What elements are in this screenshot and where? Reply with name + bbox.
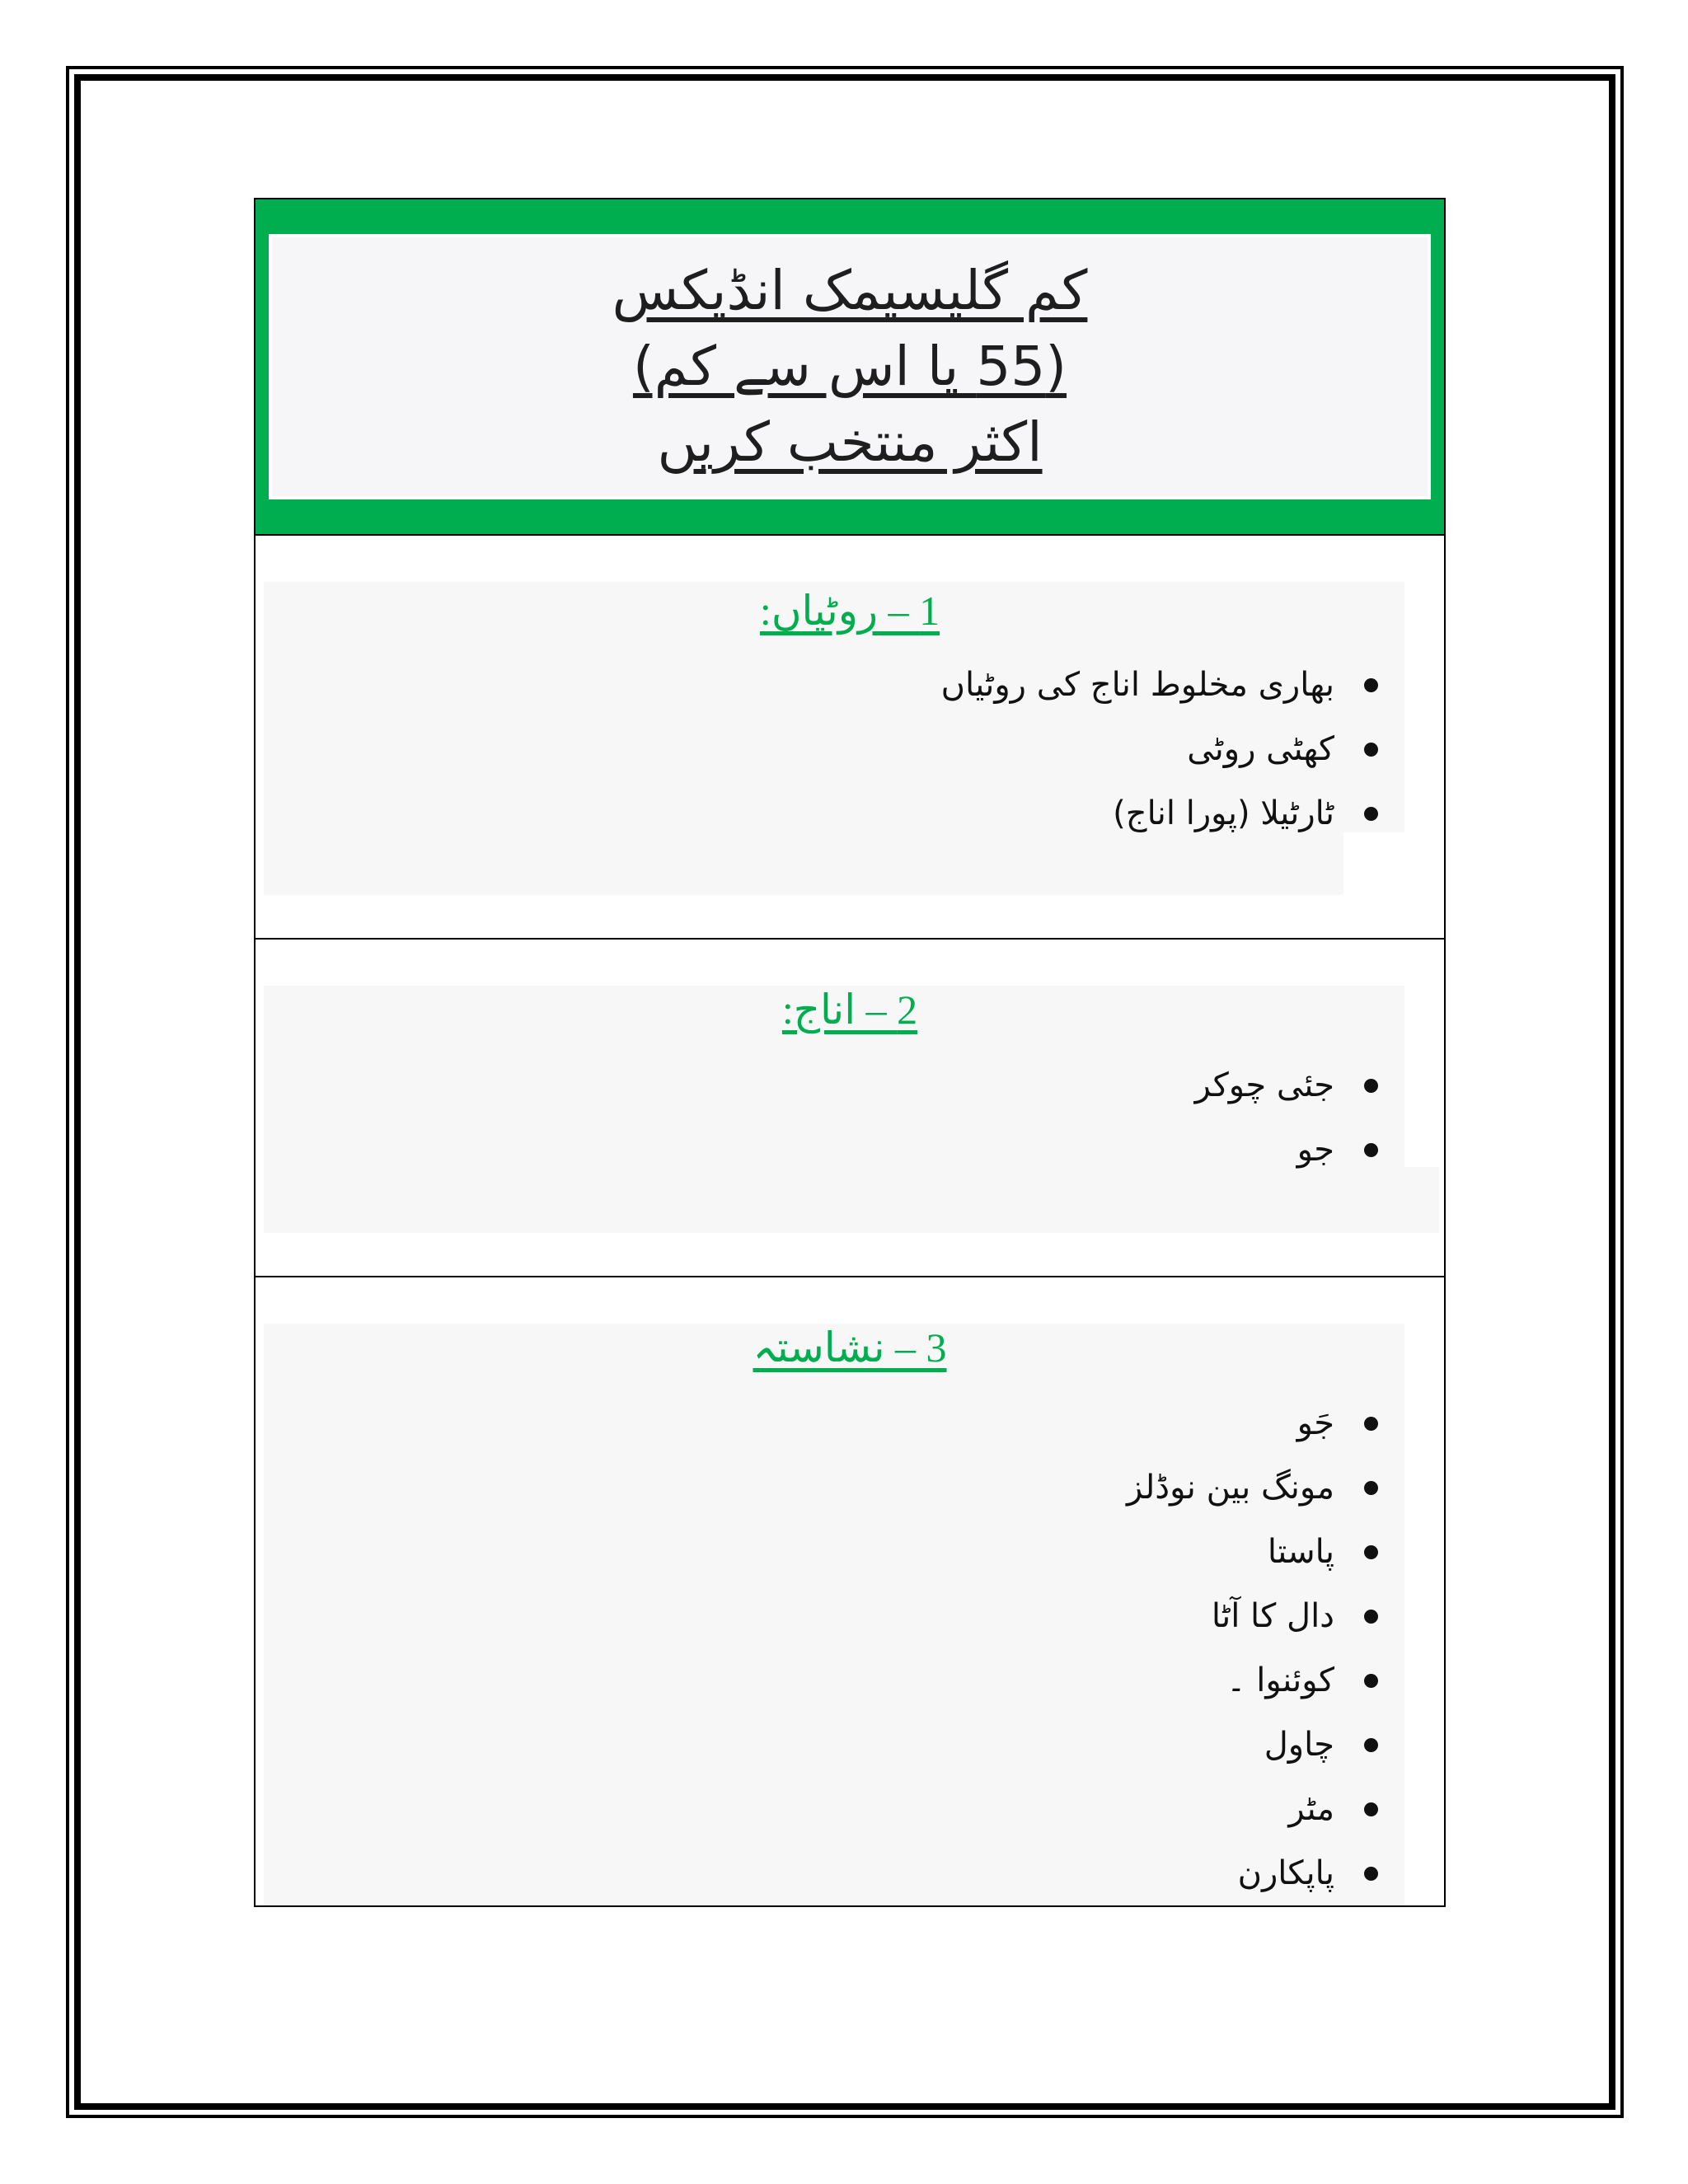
starches-list — [1127, 1391, 1378, 1905]
bullet-icon — [1364, 1481, 1378, 1495]
bullet-icon — [1364, 1143, 1378, 1157]
list-item: بھاری مخلوط اناج کی روٹیاں — [941, 653, 1378, 717]
section-title: 2 – اناج: — [781, 987, 918, 1033]
list-item: کوئنوا ۔ — [1127, 1648, 1378, 1713]
list-item: پاپکارن — [1127, 1841, 1378, 1905]
breads-list — [941, 653, 1378, 846]
list-item: جو — [1195, 1118, 1378, 1182]
bullet-icon — [1364, 1738, 1378, 1752]
list-item: پاستا — [1127, 1520, 1378, 1584]
bullet-icon — [1364, 743, 1378, 757]
list-item: کھٹی روٹی — [941, 717, 1378, 781]
list-item: جئی چوکر — [1195, 1053, 1378, 1118]
section-starches — [256, 1277, 1444, 1905]
bullet-icon — [1364, 1674, 1378, 1688]
header-subtitle: (55 یا اس سے کم) — [632, 335, 1067, 398]
bullet-icon — [1364, 1610, 1378, 1624]
header-title: کم گلیسیمک انڈیکس — [612, 259, 1088, 322]
header-instruction: اکثر منتخب کریں — [657, 410, 1043, 474]
section-title: 1 – روٹیاں: — [759, 588, 940, 634]
bullet-icon — [1364, 807, 1378, 821]
bullet-icon — [1364, 1802, 1378, 1816]
bullet-icon — [1364, 678, 1378, 692]
bullet-icon — [1364, 1545, 1378, 1559]
header-cell — [256, 199, 1444, 536]
bullet-icon — [1364, 1417, 1378, 1431]
list-item: جَو — [1127, 1391, 1378, 1455]
list-item: چاول — [1127, 1713, 1378, 1777]
list-item: دال کا آٹا — [1127, 1584, 1378, 1648]
list-item: مٹر — [1127, 1777, 1378, 1841]
list-item: ٹارٹیلا (پورا اناج) — [941, 781, 1378, 846]
bullet-icon — [1364, 1079, 1378, 1093]
section-grains — [256, 940, 1444, 1277]
grains-list — [1195, 1053, 1378, 1182]
list-item: مونگ بین نوڈلز — [1127, 1455, 1378, 1520]
section-breads — [256, 536, 1444, 940]
glycemic-table — [254, 198, 1446, 1907]
section-title: 3 – نشاستہ — [753, 1324, 947, 1371]
header-panel — [269, 234, 1431, 499]
bullet-icon — [1364, 1867, 1378, 1881]
